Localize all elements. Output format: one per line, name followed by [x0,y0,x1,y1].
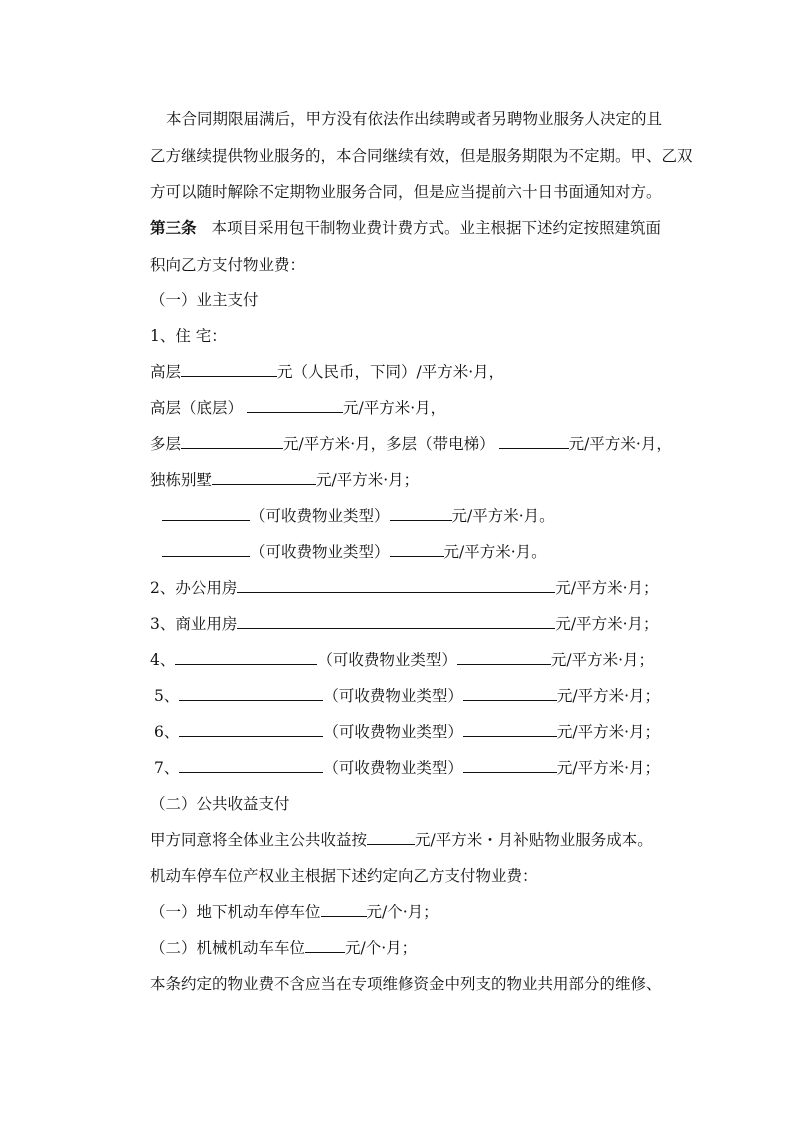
blank-field[interactable] [463,758,557,773]
row-unit: 元/个·月； [345,939,418,957]
fee-row-custom-type [162,506,555,526]
row-unit: 元/平方米·月； [556,759,661,777]
blank-field[interactable] [237,614,555,629]
blank-field[interactable] [212,470,316,485]
row-label: 高层 [150,363,182,381]
blank-field[interactable] [181,434,283,449]
row-unit: 元/平方米·月。 [443,543,547,561]
blank-field[interactable] [179,722,323,737]
row-number: 5、 [154,687,180,705]
row-label: 独栋别墅 [150,471,213,489]
row-number: 7、 [154,759,180,777]
row-unit: 元/个·月； [366,903,439,921]
row-label: （可收费物业类型） [323,723,463,741]
row-label: （可收费物业类型） [323,759,463,777]
fee-row-7 [154,758,660,778]
paragraph-line: 本合同期限届满后，甲方没有依法作出续聘或者另聘物业服务人决定的且 [166,110,663,128]
row-label: 高层（底层） [150,399,244,417]
row-label: （可收费物业类型） [250,543,390,561]
blank-field[interactable] [463,722,557,737]
row-unit: 元/平方米・月补贴物业服务成本。 [415,831,653,849]
fee-row-office [150,578,659,598]
row-label: （可收费物业类型） [250,507,390,525]
blank-field[interactable] [237,578,555,593]
blank-field[interactable] [247,398,343,413]
fee-row-high-rise [150,362,504,382]
fee-row-underground-parking [150,902,439,922]
row-unit: 元/平方米·月； [555,615,659,633]
paragraph-line: 方可以随时解除不定期物业服务合同，但是应当提前六十日书面通知对方。 [150,183,662,201]
fee-row-high-rise-ground [150,398,446,418]
row-unit: 元/平方米·月； [316,471,420,489]
blank-field[interactable] [390,542,444,557]
article-3-line-2: 积向乙方支付物业费： [150,256,306,274]
row-label: 甲方同意将全体业主公共收益按 [150,831,368,849]
blank-field[interactable] [179,758,323,773]
blank-field[interactable] [321,902,367,917]
paragraph-line: 乙方继续提供物业服务的，本合同继续有效，但是服务期限为不定期。甲、乙双 [150,147,693,165]
section-owner-payment: （一）业主支付 [150,291,259,309]
parking-intro: 机动车停车位产权业主根据下述约定向乙方支付物业费： [150,867,538,885]
row-label: 2、办公用房 [150,579,238,597]
blank-field[interactable] [181,362,277,377]
blank-field[interactable] [457,650,551,665]
blank-field[interactable] [499,434,569,449]
closing-line: 本条约定的物业费不含应当在专项维修资金中列支的物业共用部分的维修、 [150,975,662,993]
public-income-row [150,830,653,850]
row-number: 4、 [150,651,176,669]
row-unit: 元/平方米·月； [556,687,661,705]
row-unit: 元/平方米·月； [550,651,655,669]
blank-field[interactable] [390,506,452,521]
section-public-income: （二）公共收益支付 [150,795,290,813]
item-residential: 1、住 宅： [150,327,227,345]
blank-field[interactable] [305,938,345,953]
blank-field[interactable] [162,506,250,521]
row-unit: 元/平方米·月； [556,723,661,741]
blank-field[interactable] [463,686,557,701]
fee-row-5 [154,686,660,706]
row-label: （可收费物业类型） [317,651,457,669]
row-label: 3、商业用房 [150,615,238,633]
fee-row-multi-storey [150,434,672,454]
row-unit: 元（人民币，下同）/平方米·月， [277,363,505,381]
article-text: 本项目采用包干制物业费计费方式。业主根据下述约定按照建筑面 [211,219,661,237]
blank-field[interactable] [179,686,323,701]
fee-row-4 [150,650,654,670]
fee-row-custom-type [162,542,547,562]
row-label: （可收费物业类型） [323,687,463,705]
row-number: 6、 [154,723,180,741]
row-unit: 元/平方米·月。 [451,507,555,525]
blank-field[interactable] [162,542,250,557]
article-3-line-1 [150,218,661,238]
row-unit: 元/平方米·月，多层（带电梯） [283,435,495,453]
fee-row-mechanical-parking [150,938,417,958]
row-unit: 元/平方米·月； [555,579,659,597]
row-unit: 元/平方米·月， [343,399,447,417]
article-title: 第三条 [150,218,197,237]
fee-row-commercial [150,614,659,634]
row-unit: 元/平方米·月， [568,435,672,453]
row-label: （二）机械机动车车位 [150,939,306,957]
fee-row-villa [150,470,419,490]
blank-field[interactable] [367,830,415,845]
blank-field[interactable] [175,650,317,665]
row-label: 多层 [150,435,182,453]
row-label: （一）地下机动车停车位 [150,903,321,921]
fee-row-6 [154,722,660,742]
